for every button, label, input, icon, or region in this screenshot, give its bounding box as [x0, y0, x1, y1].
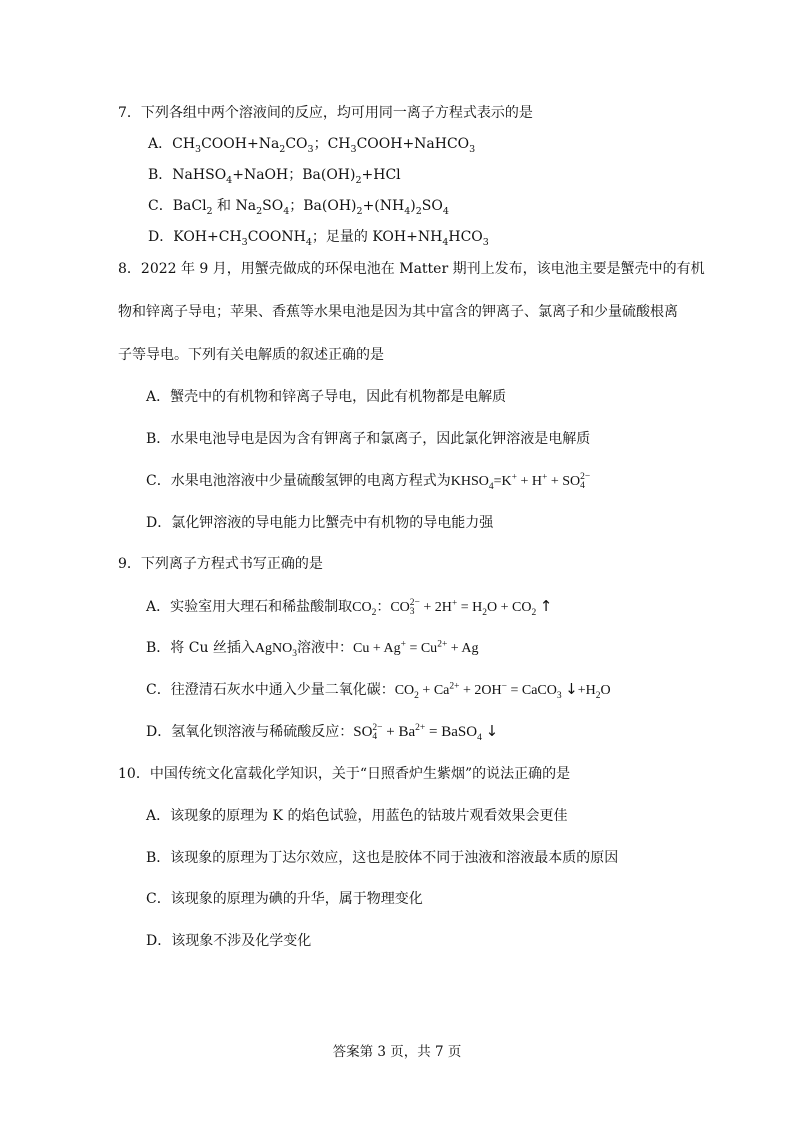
q7-option-d: D．$KOH+CH_3COONH_4$；足量的 $KOH+NH_4HCO_3$	[148, 229, 489, 248]
q8-option-d: D．氯化钾溶液的导电能力比蟹壳中有机物的导电能力强	[146, 515, 494, 531]
q8-option-a: A．蟹壳中的有机物和锌离子导电，因此有机物都是电解质	[146, 389, 507, 405]
q9-stem: 9．下列离子方程式书写正确的是	[118, 556, 323, 572]
option-label: A．	[148, 136, 173, 152]
q9-option-a: A．实验室用大理石和稀盐酸制取$CO_2$：CO 2− 3 + $2H^+ = H_2O + CO_2$ ↑	[146, 597, 553, 618]
gas-arrow-icon: ↑	[539, 597, 553, 615]
q10-option-b: B．该现象的原理为丁达尔效应，这也是胶体不同于浊液和溶液最本质的原因	[146, 850, 619, 866]
q7-option-c: C．BaCl$_2$ 和 $Na_2SO_4$；$Ba(OH)_2+(NH_4)_2SO_4$	[148, 198, 449, 217]
precipitate-arrow-icon: ↓	[565, 680, 578, 698]
q8-option-c: C．水果电池溶液中少量硫酸氢钾的电离方程式为$KHSO_4=K^+ + H^+$ + SO 2− 4	[146, 472, 591, 492]
q10-option-d: D．该现象不涉及化学变化	[146, 933, 312, 949]
q9-option-c: C．往澄清石灰水中通入少量二氧化碳：$CO_2 + Ca^{2+} + 2OH^-$ = CaCO$_3$ $↓+H_2O$	[146, 680, 611, 701]
q8-stem-line1: 8．2022 年 9 月，用蟹壳做成的环保电池在 Matter 期刊上发布，该电池主要是蟹壳中的有机	[118, 261, 705, 277]
q9-option-d: D．氢氧化钡溶液与稀硫酸反应：SO 2− 4 + $Ba^{2+}$ = BaSO$_4$ ↓	[146, 722, 499, 743]
q7-option-b: B．NaHSO$_4$+NaOH；$Ba(OH)_2+HCl$	[148, 167, 401, 186]
q8-option-b: B．水果电池导电是因为含有钾离子和氯离子，因此氯化钾溶液是电解质	[146, 431, 591, 447]
page-footer: 答案第 3 页，共 7 页	[332, 1044, 462, 1060]
precipitate-arrow-icon: ↓	[485, 722, 499, 740]
q10-stem: 10．中国传统文化富载化学知识，关于“日照香炉生紫烟”的说法正确的是	[118, 766, 571, 782]
q9-option-b: B．将 Cu 丝插入AgNO$_3$溶液中：$Cu + Ag^+ = Cu^{2+} + Ag$	[146, 639, 479, 659]
q10-option-c: C．该现象的原理为碘的升华，属于物理变化	[146, 891, 423, 907]
q8-stem-line3: 子等导电。下列有关电解质的叙述正确的是	[118, 347, 384, 363]
q7-option-a: A．$CH_3COOH+Na_2CO_3$；$CH_3COOH+NaHCO_3$	[148, 136, 476, 155]
q7-stem: 7．下列各组中两个溶液间的反应，均可用同一离子方程式表示的是	[118, 105, 533, 121]
q8-stem-line2: 物和锌离子导电；苹果、香蕉等水果电池是因为其中富含的钾离子、氯离子和少量硫酸根离	[118, 304, 678, 320]
q10-option-a: A．该现象的原理为 K 的焰色试验，用蓝色的钴玻片观看效果会更佳	[146, 808, 568, 824]
